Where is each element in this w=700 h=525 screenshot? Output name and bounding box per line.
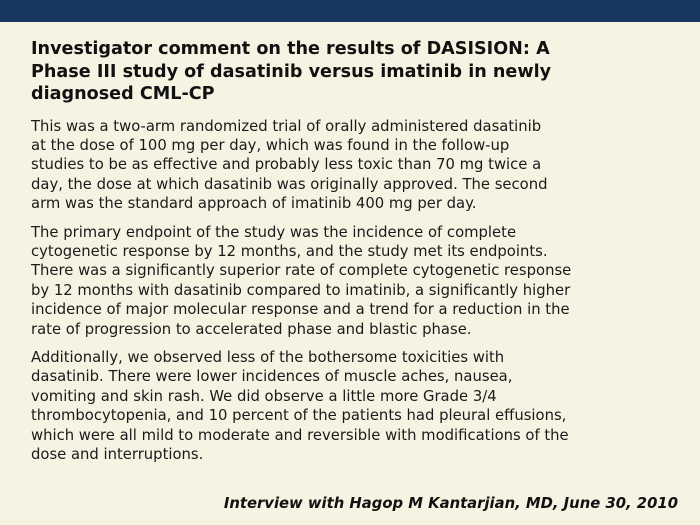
text-line: cytogenetic response by 12 months, and the study met its endpoints. [31, 242, 548, 260]
text-line: Additionally, we observed less of the bothersome toxicities with [31, 348, 505, 366]
text-line: rate of progression to accelerated phase and blastic phase. [31, 320, 472, 338]
attribution: Interview with Hagop M Kantarjian, MD, June 30, 2010 [223, 495, 678, 512]
title-line: Investigator comment on the results of DASISION: A [31, 39, 550, 59]
text-line: dasatinib. There were lower incidences of muscle aches, nausea, [31, 368, 513, 386]
text-line: thrombocytopenia, and 10 percent of the patients had pleural effusions, [31, 407, 567, 425]
text-line: studies to be as effective and probably less toxic than 70 mg twice a [31, 156, 542, 174]
text-line: There was a significantly superior rate of complete cytogenetic response [31, 262, 572, 280]
paragraph-1 [31, 117, 681, 214]
slide-title [31, 38, 681, 106]
paragraph-2 [31, 223, 681, 339]
text-line: dose and interruptions. [31, 446, 204, 463]
text-line: which were all mild to moderate and reversible with modifications of the [31, 426, 569, 444]
header-bar [0, 0, 700, 22]
slide-content [31, 38, 681, 473]
text-line: vomiting and skin rash. We did observe a little more Grade 3/4 [31, 387, 497, 405]
text-line: incidence of major molecular response and a trend for a reduction in the [31, 301, 570, 319]
text-line: arm was the standard approach of imatinib 400 mg per day. [31, 195, 477, 213]
text-line: This was a two-arm randomized trial of orally administered dasatinib [31, 117, 542, 135]
body-text [31, 117, 681, 465]
paragraph-3 [31, 348, 681, 464]
text-line: The primary endpoint of the study was the incidence of complete [31, 223, 517, 241]
title-line: Phase III study of dasatinib versus imatinib in newly [31, 61, 552, 82]
text-line: at the dose of 100 mg per day, which was found in the follow-up [31, 136, 510, 154]
text-line: day, the dose at which dasatinib was originally approved. The second [31, 175, 548, 193]
title-line: diagnosed CML-CP [31, 84, 215, 104]
text-line: by 12 months with dasatinib compared to imatinib, a significantly higher [31, 281, 571, 299]
